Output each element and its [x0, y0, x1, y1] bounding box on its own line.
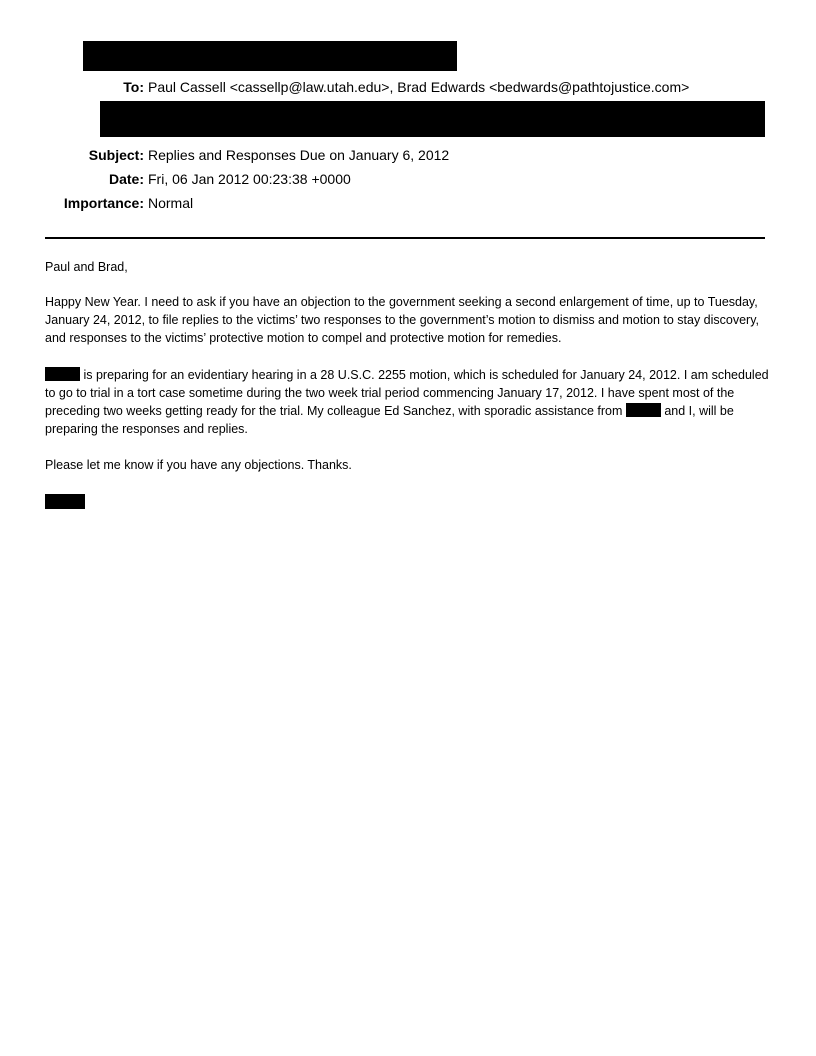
subject-value: Replies and Responses Due on January 6, 2012	[148, 147, 450, 163]
paragraph-1: Happy New Year. I need to ask if you have an objection to the government seeking a second enlargement of time, up to Tuesday, January 24, 2012, to file replies to the victims’ two responses to the government’s motion to dismiss and motion to stay discovery, and responses to the victims’ protective motion to compel and protective motion for remedies.	[45, 295, 760, 345]
redacted-from-line	[83, 41, 457, 71]
date-label: Date:	[108, 171, 144, 187]
header-divider	[45, 237, 765, 239]
subject-label: Subject:	[88, 147, 144, 163]
to-label: To:	[123, 79, 144, 95]
paragraph-2-end: and I, will be preparing the responses and replies.	[45, 404, 734, 436]
redacted-cc-line	[100, 101, 765, 137]
redacted-signature	[45, 494, 85, 509]
date-value: Fri, 06 Jan 2012 00:23:38 +0000	[148, 171, 351, 187]
paragraph-2-text: is preparing for an evidentiary hearing in a 28 U.S.C. 2255 motion, which is scheduled for January 24, 2012. I am scheduled to go to trial in a tort case sometime during the two week trial period commencing January 17, 2012. I have spent most of the preceding two weeks getting ready for the trial. My colleague Ed Sanchez, with sporadic assistance from	[45, 368, 769, 418]
importance-label: Importance:	[63, 195, 144, 211]
importance-value: Normal	[148, 195, 194, 211]
redacted-name-1	[45, 367, 80, 381]
paragraph-2	[45, 366, 770, 438]
greeting: Paul and Brad,	[45, 260, 128, 274]
redacted-name-2	[626, 403, 661, 417]
to-value: Paul Cassell <cassellp@law.utah.edu>, Brad Edwards <bedwards@pathtojustice.com>	[148, 79, 690, 95]
paragraph-3: Please let me know if you have any objections. Thanks.	[45, 458, 352, 472]
